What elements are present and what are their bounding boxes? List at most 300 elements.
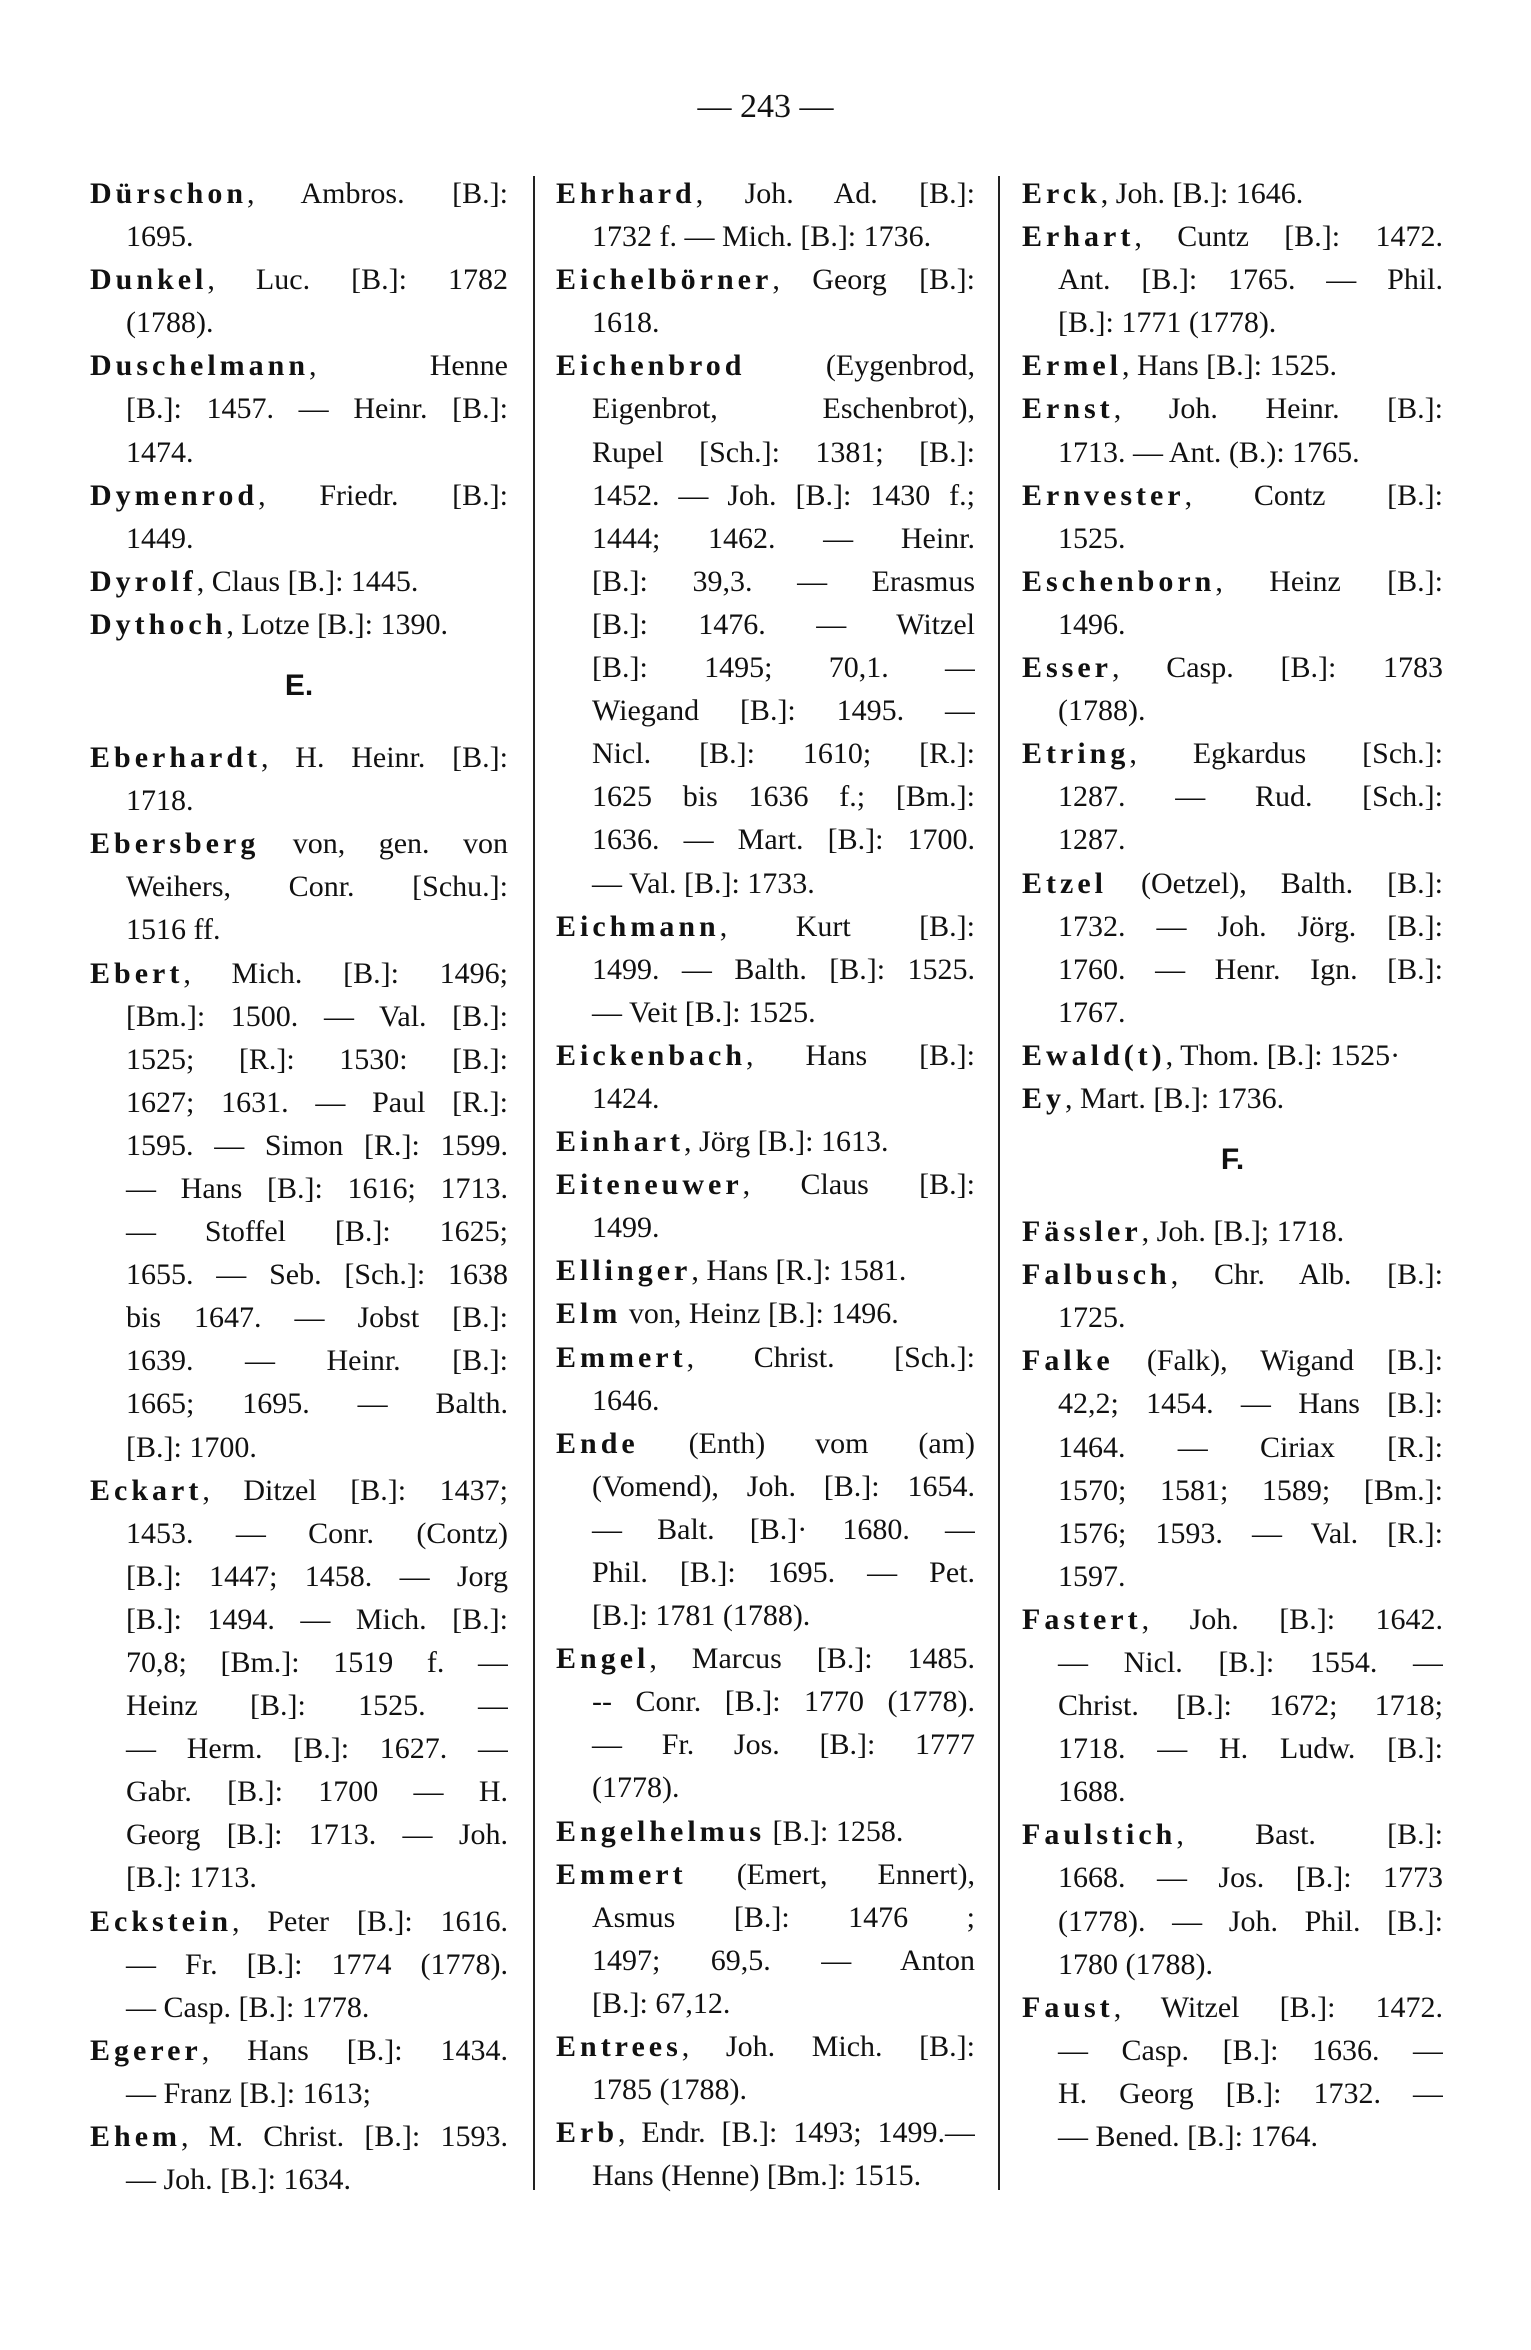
entry-continuation-line bbox=[90, 1426, 508, 1469]
entry-surname: Faulstich bbox=[1022, 1818, 1177, 1852]
entry-surname: Engelhelmus bbox=[556, 1814, 766, 1848]
entry-first-line bbox=[556, 1163, 975, 1206]
entry-continuation-line bbox=[1022, 1426, 1443, 1469]
entry-surname: Falbusch bbox=[1022, 1258, 1171, 1292]
index-entry bbox=[556, 2025, 975, 2111]
entry-surname: Erhart bbox=[1022, 220, 1135, 254]
entry-surname: Dymenrod bbox=[90, 478, 259, 512]
entry-continuation-line bbox=[1022, 2115, 1443, 2158]
index-entry bbox=[90, 344, 508, 473]
entry-text: 1668. — Jos. [B.]: 1773 bbox=[1058, 1861, 1443, 1895]
entry-continuation-line bbox=[90, 2158, 508, 2201]
entry-first-line bbox=[556, 1292, 975, 1335]
entry-text: 1464. — Ciriax [R.]: bbox=[1058, 1430, 1443, 1464]
entry-first-line bbox=[90, 736, 508, 779]
entry-continuation-line bbox=[90, 1770, 508, 1813]
entry-continuation-line bbox=[90, 1167, 508, 1210]
entry-text: [B.]: 1447; 1458. — Jorg bbox=[126, 1559, 508, 1593]
entry-text: , Joh. Heinr. [B.]: bbox=[1113, 392, 1443, 426]
entry-text: 42,2; 1454. — Hans [B.]: bbox=[1058, 1387, 1443, 1421]
entry-continuation-line bbox=[90, 1296, 508, 1339]
entry-surname: Ellinger bbox=[556, 1254, 692, 1288]
entry-continuation-line bbox=[556, 1206, 975, 1249]
index-entry bbox=[1022, 862, 1443, 1034]
entry-text: 1627; 1631. — Paul [R.]: bbox=[126, 1085, 508, 1119]
entry-continuation-line bbox=[1022, 2029, 1443, 2072]
entry-surname: Erb bbox=[556, 2116, 619, 2150]
entry-surname: Falke bbox=[1022, 1344, 1114, 1378]
entry-continuation-line bbox=[1022, 991, 1443, 1034]
index-entry bbox=[556, 2111, 975, 2197]
entry-surname: Eiteneuwer bbox=[556, 1168, 743, 1202]
entry-text: — Stoffel [B.]: 1625; bbox=[126, 1215, 508, 1249]
entry-continuation-line bbox=[556, 2068, 975, 2111]
entry-continuation-line bbox=[556, 1508, 975, 1551]
entry-continuation-line bbox=[90, 1943, 508, 1986]
entry-text: 1499. — Balth. [B.]: 1525. bbox=[592, 952, 975, 986]
entry-text: , Joh. Mich. [B.]: bbox=[681, 2030, 975, 2064]
column-left bbox=[90, 172, 508, 2201]
entry-continuation-line bbox=[556, 2154, 975, 2197]
index-entry bbox=[556, 1810, 975, 1853]
index-entry bbox=[1022, 172, 1443, 215]
entry-continuation-line bbox=[1022, 301, 1443, 344]
entry-text: 1499. bbox=[592, 1211, 660, 1245]
entry-first-line bbox=[556, 2025, 975, 2068]
entry-text: — Hans [B.]: 1616; 1713. bbox=[126, 1171, 508, 1205]
index-entry bbox=[556, 1120, 975, 1163]
entry-first-line bbox=[90, 1900, 508, 1943]
entry-text: 1725. bbox=[1058, 1301, 1126, 1335]
column-middle bbox=[556, 172, 975, 2197]
entry-continuation-line bbox=[90, 1813, 508, 1856]
entry-text: , Heinz [B.]: bbox=[1215, 564, 1443, 598]
entry-text: 1688. bbox=[1058, 1775, 1126, 1809]
entry-text: Gabr. [B.]: 1700 — H. bbox=[126, 1775, 508, 1809]
index-entry bbox=[556, 344, 975, 904]
entry-continuation-line bbox=[556, 775, 975, 818]
entry-first-line bbox=[1022, 862, 1443, 905]
index-entry bbox=[90, 2029, 508, 2115]
entry-text: Hans (Henne) [Bm.]: 1515. bbox=[592, 2159, 922, 2193]
entry-surname: Ey bbox=[1022, 1081, 1066, 1115]
index-entry bbox=[556, 1163, 975, 1249]
entry-first-line bbox=[1022, 215, 1443, 258]
entry-text: , Mart. [B.]: 1736. bbox=[1065, 1081, 1285, 1115]
entry-text: Phil. [B.]: 1695. — Pet. bbox=[592, 1556, 975, 1589]
entry-text: 1646. bbox=[592, 1383, 660, 1417]
entry-continuation-line bbox=[90, 1641, 508, 1684]
entry-text: , Christ. [Sch.]: bbox=[686, 1340, 975, 1374]
entry-text: 1576; 1593. — Val. [R.]: bbox=[1058, 1516, 1443, 1550]
entry-first-line bbox=[90, 172, 508, 215]
entry-continuation-line bbox=[556, 1939, 975, 1982]
entry-first-line bbox=[90, 258, 508, 301]
entry-text: , Georg [B.]: bbox=[772, 263, 975, 297]
entry-text: (Eygenbrod, bbox=[745, 349, 975, 383]
entry-continuation-line bbox=[1022, 1900, 1443, 1943]
entry-first-line bbox=[1022, 1986, 1443, 2029]
entry-continuation-line bbox=[1022, 2072, 1443, 2115]
entry-text: — Balt. [B.]· 1680. — bbox=[592, 1512, 975, 1546]
index-entry bbox=[90, 822, 508, 951]
entry-surname: Etring bbox=[1022, 737, 1130, 771]
entry-text: 1760. — Henr. Ign. [B.]: bbox=[1058, 952, 1443, 986]
entry-text: , Joh. Ad. [B.]: bbox=[695, 177, 975, 210]
section-heading: E. bbox=[284, 669, 314, 703]
entry-surname: Fastert bbox=[1022, 1602, 1142, 1636]
entry-text: — Nicl. [B.]: 1554. — bbox=[1058, 1646, 1443, 1679]
entry-surname: Eschenborn bbox=[1022, 564, 1216, 598]
entry-text: , Casp. [B.]: 1783 bbox=[1112, 651, 1443, 685]
index-entry bbox=[556, 172, 975, 258]
entry-text: [Bm.]: 1500. — Val. [B.]: bbox=[126, 999, 508, 1033]
entry-text: , Hans [B.]: 1525. bbox=[1121, 349, 1337, 383]
entry-text: , Thom. [B.]: 1525· bbox=[1165, 1038, 1401, 1072]
entry-text: von, gen. von bbox=[259, 827, 508, 861]
entry-text: , Henne bbox=[309, 349, 508, 383]
column-right bbox=[1022, 172, 1443, 2158]
entry-text: [B.]: 1457. — Heinr. [B.]: bbox=[126, 392, 508, 426]
entry-continuation-line bbox=[556, 1594, 975, 1637]
entry-surname: Eckart bbox=[90, 1473, 203, 1507]
entry-surname: Emmert bbox=[556, 1340, 687, 1374]
entry-text: (Oetzel), Balth. [B.]: bbox=[1106, 866, 1443, 900]
entry-text: 1732. — Joh. Jörg. [B.]: bbox=[1058, 909, 1443, 943]
entry-text: — Veit [B.]: 1525. bbox=[592, 995, 816, 1029]
entry-first-line bbox=[556, 1336, 975, 1379]
entry-continuation-line bbox=[556, 646, 975, 689]
entry-first-line bbox=[90, 952, 508, 995]
index-entry bbox=[556, 1637, 975, 1809]
entry-text: — Casp. [B.]: 1778. bbox=[126, 1990, 370, 2024]
entry-text: 1452. — Joh. [B.]: 1430 f.; bbox=[592, 478, 975, 512]
entry-continuation-line bbox=[90, 908, 508, 951]
entry-text: 1655. — Seb. [Sch.]: 1638 bbox=[126, 1258, 508, 1292]
entry-text: Weihers, Conr. [Schu.]: bbox=[126, 870, 508, 904]
entry-continuation-line bbox=[90, 1727, 508, 1770]
entry-text: , H. Heinr. [B.]: bbox=[261, 741, 508, 775]
entry-continuation-line bbox=[1022, 1727, 1443, 1770]
entry-first-line bbox=[556, 1810, 975, 1853]
entry-continuation-line bbox=[90, 2072, 508, 2115]
entry-text: (Enth) vom (am) bbox=[638, 1426, 975, 1460]
entry-text: [B.]: 1713. bbox=[126, 1861, 257, 1895]
entry-surname: Esser bbox=[1022, 651, 1112, 685]
index-entry bbox=[556, 1336, 975, 1422]
entry-continuation-line bbox=[90, 1382, 508, 1425]
entry-text: — Herm. [B.]: 1627. — bbox=[126, 1732, 508, 1766]
index-entry bbox=[1022, 1253, 1443, 1339]
entry-text: — Fr. Jos. [B.]: 1777 bbox=[592, 1728, 975, 1762]
entry-continuation-line bbox=[556, 560, 975, 603]
entry-surname: Eckstein bbox=[90, 1904, 233, 1938]
entry-continuation-line bbox=[556, 387, 975, 430]
entry-first-line bbox=[90, 822, 508, 865]
index-entry bbox=[556, 1034, 975, 1120]
entry-text: , Hans [B.]: bbox=[746, 1038, 975, 1072]
index-entry bbox=[1022, 1077, 1443, 1120]
index-entry bbox=[1022, 1210, 1443, 1253]
entry-continuation-line bbox=[90, 779, 508, 822]
entry-continuation-line bbox=[1022, 1856, 1443, 1899]
entry-continuation-line bbox=[90, 215, 508, 258]
index-entry bbox=[1022, 1813, 1443, 1985]
entry-text: Asmus [B.]: 1476 ; bbox=[592, 1900, 975, 1934]
entry-first-line bbox=[1022, 387, 1443, 430]
entry-surname: Dythoch bbox=[90, 607, 227, 641]
entry-continuation-line bbox=[556, 1465, 975, 1508]
entry-first-line bbox=[1022, 1210, 1443, 1253]
entry-text: 1516 ff. bbox=[126, 913, 221, 947]
entry-text: Wiegand [B.]: 1495. — bbox=[592, 694, 975, 728]
entry-text: -- Conr. [B.]: 1770 (1778). bbox=[592, 1685, 975, 1719]
entry-surname: Ewald(t) bbox=[1022, 1038, 1166, 1072]
entry-continuation-line bbox=[556, 301, 975, 344]
entry-surname: Elm bbox=[556, 1297, 622, 1331]
entry-text: [B.]: 1476. — Witzel bbox=[592, 607, 975, 641]
entry-first-line bbox=[556, 905, 975, 948]
entry-surname: Ende bbox=[556, 1426, 639, 1460]
entry-surname: Ermel bbox=[1022, 349, 1122, 383]
entry-first-line bbox=[1022, 344, 1443, 387]
entry-text: 1474. bbox=[126, 435, 194, 469]
entry-continuation-line bbox=[556, 431, 975, 474]
entry-text: , Claus [B.]: 1445. bbox=[196, 564, 419, 598]
column-divider bbox=[998, 176, 1000, 2190]
entry-text: , Ambros. [B.]: bbox=[247, 177, 508, 210]
entry-text: 1625 bis 1636 f.; [Bm.]: bbox=[592, 780, 975, 814]
entry-text: , Ditzel [B.]: 1437; bbox=[202, 1473, 508, 1507]
entry-text: , Witzel [B.]: 1472. bbox=[1113, 1990, 1443, 2024]
entry-first-line bbox=[90, 2115, 508, 2158]
entry-text: , Friedr. [B.]: bbox=[258, 478, 508, 512]
entry-continuation-line bbox=[90, 1210, 508, 1253]
entry-surname: Eichelbörner bbox=[556, 263, 773, 297]
entry-text: — Franz [B.]: 1613; bbox=[126, 2076, 371, 2110]
entry-continuation-line bbox=[90, 1512, 508, 1555]
entry-text: 1453. — Conr. (Contz) bbox=[126, 1516, 508, 1550]
entry-continuation-line bbox=[556, 215, 975, 258]
index-entry bbox=[556, 1853, 975, 2025]
entry-text: 1597. bbox=[1058, 1559, 1126, 1593]
entry-text: , Joh. [B.]; 1718. bbox=[1141, 1215, 1345, 1249]
entry-text: 1718. bbox=[126, 784, 194, 818]
index-entry bbox=[556, 1249, 975, 1292]
entry-continuation-line bbox=[1022, 1382, 1443, 1425]
entry-surname: Dyrolf bbox=[90, 564, 197, 598]
index-entry bbox=[90, 1900, 508, 2029]
entry-text: [B.]: 1771 (1778). bbox=[1058, 306, 1277, 340]
entry-text: [B.]: 1700. bbox=[126, 1430, 257, 1464]
entry-continuation-line bbox=[1022, 1943, 1443, 1986]
entry-text: 1695. bbox=[126, 220, 194, 254]
entry-continuation-line bbox=[556, 818, 975, 861]
entry-text: 1665; 1695. — Balth. bbox=[126, 1387, 508, 1421]
entry-continuation-line bbox=[90, 301, 508, 344]
entry-first-line bbox=[1022, 732, 1443, 775]
entry-text: , Chr. Alb. [B.]: bbox=[1170, 1258, 1443, 1292]
entry-surname: Egerer bbox=[90, 2033, 202, 2067]
entry-continuation-line bbox=[90, 865, 508, 908]
index-entry bbox=[90, 736, 508, 822]
entry-continuation-line bbox=[90, 1253, 508, 1296]
entry-continuation-line bbox=[556, 1077, 975, 1120]
entry-text: , Peter [B.]: 1616. bbox=[232, 1904, 508, 1938]
entry-continuation-line bbox=[90, 1038, 508, 1081]
index-entry bbox=[556, 258, 975, 344]
entry-continuation-line bbox=[556, 862, 975, 905]
entry-text: (1778). bbox=[592, 1771, 680, 1805]
entry-text: 1525; [R.]: 1530: [B.]: bbox=[126, 1042, 508, 1076]
entry-first-line bbox=[556, 1637, 975, 1680]
entry-surname: Ernst bbox=[1022, 392, 1114, 426]
entry-text: H. Georg [B.]: 1732. — bbox=[1058, 2076, 1443, 2110]
entry-text: 1636. — Mart. [B.]: 1700. bbox=[592, 823, 975, 857]
entry-surname: Ebersberg bbox=[90, 827, 260, 861]
entry-continuation-line bbox=[556, 1379, 975, 1422]
entry-surname: Erck bbox=[1022, 177, 1101, 210]
entry-text: [B.]: 1258. bbox=[765, 1814, 904, 1848]
entry-continuation-line bbox=[556, 1982, 975, 2025]
page-number: — 243 — bbox=[697, 88, 834, 125]
entry-first-line bbox=[1022, 1339, 1443, 1382]
entry-first-line bbox=[90, 560, 508, 603]
entry-text: , Contz [B.]: bbox=[1184, 478, 1443, 512]
entry-text: [B.]: 1495; 70,1. — bbox=[592, 651, 975, 685]
entry-text: 1618. bbox=[592, 306, 660, 340]
entry-continuation-line bbox=[1022, 775, 1443, 818]
entry-text: , M. Christ. [B.]: 1593. bbox=[181, 2120, 508, 2154]
entry-first-line bbox=[556, 344, 975, 387]
entry-first-line bbox=[556, 1120, 975, 1163]
entry-text: Rupel [Sch.]: 1381; [B.]: bbox=[592, 435, 975, 469]
entry-text: 1444; 1462. — Heinr. bbox=[592, 521, 975, 555]
entry-surname: Dürschon bbox=[90, 177, 248, 210]
entry-text: — Val. [B.]: 1733. bbox=[592, 866, 815, 900]
entry-text: [B.]: 39,3. — Erasmus bbox=[592, 564, 975, 598]
entry-continuation-line bbox=[556, 1896, 975, 1939]
entry-text: , Hans [R.]: 1581. bbox=[691, 1254, 907, 1288]
entry-text: — Joh. [B.]: 1634. bbox=[126, 2163, 351, 2197]
entry-first-line bbox=[90, 474, 508, 517]
entry-text: , Luc. [B.]: 1782 bbox=[207, 263, 508, 297]
entry-text: , Cuntz [B.]: 1472. bbox=[1134, 220, 1443, 254]
entry-first-line bbox=[556, 172, 975, 215]
entry-continuation-line bbox=[1022, 905, 1443, 948]
entry-continuation-line bbox=[556, 991, 975, 1034]
entry-continuation-line bbox=[556, 603, 975, 646]
entry-first-line bbox=[556, 1422, 975, 1465]
index-entry bbox=[1022, 560, 1443, 646]
entry-continuation-line bbox=[90, 1856, 508, 1899]
entry-text: Nicl. [B.]: 1610; [R.]: bbox=[592, 737, 975, 771]
index-entry bbox=[556, 1422, 975, 1637]
entry-continuation-line bbox=[1022, 1641, 1443, 1684]
entry-text: , Hans [B.]: 1434. bbox=[201, 2033, 508, 2067]
entry-text: , Egkardus [Sch.]: bbox=[1129, 737, 1443, 771]
entry-text: , Joh. [B.]: 1646. bbox=[1100, 177, 1304, 210]
entry-text: 1449. bbox=[126, 521, 194, 555]
entry-surname: Eichenbrod bbox=[556, 349, 746, 383]
entry-text: 1595. — Simon [R.]: 1599. bbox=[126, 1128, 508, 1162]
entry-continuation-line bbox=[90, 1124, 508, 1167]
entry-continuation-line bbox=[90, 1339, 508, 1382]
index-entry bbox=[1022, 646, 1443, 732]
entry-surname: Fässler bbox=[1022, 1215, 1142, 1249]
entry-text: (1788). bbox=[1058, 694, 1146, 728]
entry-first-line bbox=[1022, 172, 1443, 215]
entry-continuation-line bbox=[556, 474, 975, 517]
entry-surname: Engel bbox=[556, 1642, 650, 1676]
entry-text: , Mich. [B.]: 1496; bbox=[183, 956, 508, 990]
entry-text: (Falk), Wigand [B.]: bbox=[1113, 1344, 1443, 1378]
entry-text: 1780 (1788). bbox=[1058, 1947, 1213, 1981]
entry-text: (Emert, Ennert), bbox=[686, 1857, 975, 1891]
entry-text: Georg [B.]: 1713. — Joh. bbox=[126, 1818, 508, 1852]
entry-continuation-line bbox=[556, 517, 975, 560]
index-entry bbox=[90, 474, 508, 560]
entry-surname: Eberhardt bbox=[90, 741, 261, 775]
entry-text: Eigenbrot, Eschenbrot), bbox=[592, 392, 975, 426]
entry-text: 1496. bbox=[1058, 607, 1126, 641]
entry-surname: Etzel bbox=[1022, 866, 1107, 900]
entry-text: , Marcus [B.]: 1485. bbox=[649, 1642, 975, 1676]
entry-text: [B.]: 67,12. bbox=[592, 1986, 731, 2020]
entry-continuation-line bbox=[90, 431, 508, 474]
entry-continuation-line bbox=[90, 1598, 508, 1641]
entry-first-line bbox=[1022, 1253, 1443, 1296]
entry-continuation-line bbox=[1022, 689, 1443, 732]
entry-text: Christ. [B.]: 1672; 1718; bbox=[1058, 1689, 1443, 1723]
entry-first-line bbox=[90, 603, 508, 646]
entry-surname: Duschelmann bbox=[90, 349, 310, 383]
entry-text: 1767. bbox=[1058, 995, 1126, 1029]
entry-continuation-line bbox=[1022, 1469, 1443, 1512]
entry-surname: Ebert bbox=[90, 956, 184, 990]
entry-continuation-line bbox=[1022, 258, 1443, 301]
entry-surname: Emmert bbox=[556, 1857, 687, 1891]
entry-text: 1639. — Heinr. [B.]: bbox=[126, 1344, 508, 1378]
entry-surname: Dunkel bbox=[90, 263, 208, 297]
entry-text: Ant. [B.]: 1765. — Phil. bbox=[1058, 263, 1443, 297]
entry-continuation-line bbox=[1022, 1296, 1443, 1339]
index-entry bbox=[1022, 215, 1443, 344]
entry-continuation-line bbox=[556, 1766, 975, 1809]
entry-text: — Bened. [B.]: 1764. bbox=[1058, 2120, 1318, 2154]
entry-continuation-line bbox=[90, 517, 508, 560]
index-entry bbox=[90, 1469, 508, 1900]
index-entry bbox=[1022, 1598, 1443, 1813]
entry-first-line bbox=[90, 1469, 508, 1512]
entry-text: , Joh. [B.]: 1642. bbox=[1141, 1602, 1443, 1636]
entry-continuation-line bbox=[1022, 1512, 1443, 1555]
entry-surname: Faust bbox=[1022, 1990, 1114, 2024]
entry-text: , Bast. [B.]: bbox=[1176, 1818, 1443, 1852]
entry-text: , Kurt [B.]: bbox=[719, 909, 975, 943]
index-entry bbox=[1022, 1986, 1443, 2158]
entry-text: 1570; 1581; 1589; [Bm.]: bbox=[1058, 1473, 1443, 1507]
index-entry bbox=[1022, 732, 1443, 861]
entry-first-line bbox=[90, 344, 508, 387]
index-entry bbox=[1022, 1034, 1443, 1077]
index-entry bbox=[556, 1292, 975, 1335]
entry-first-line bbox=[556, 2111, 975, 2154]
entry-text: 1732 f. — Mich. [B.]: 1736. bbox=[592, 220, 932, 254]
entry-continuation-line bbox=[90, 387, 508, 430]
entry-continuation-line bbox=[1022, 1555, 1443, 1598]
entry-first-line bbox=[556, 1853, 975, 1896]
